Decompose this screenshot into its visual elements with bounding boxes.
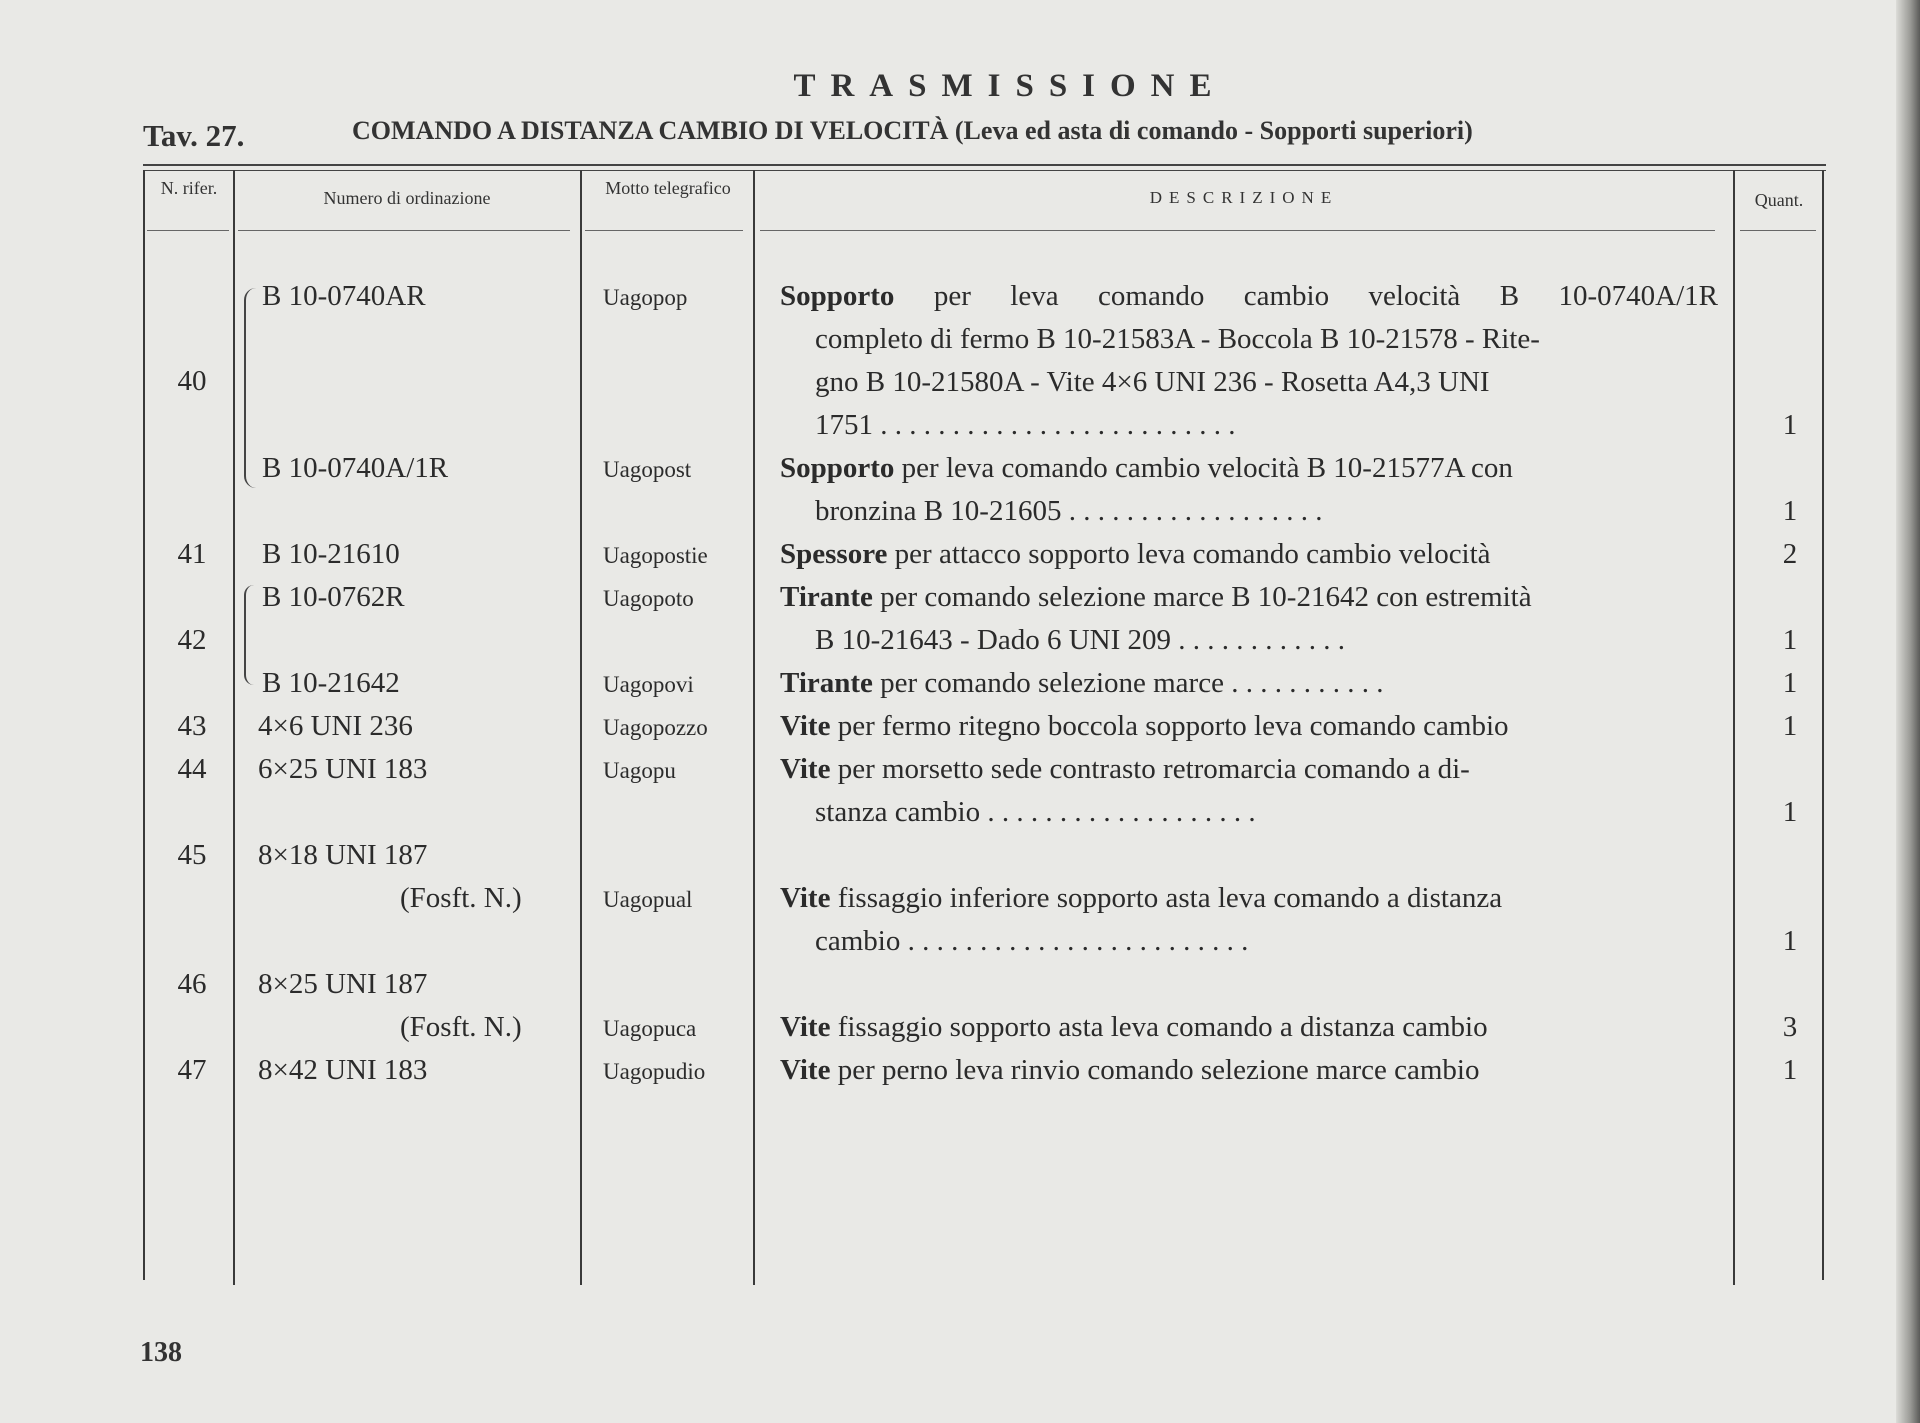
row-47-desc-bold: Vite <box>780 1054 831 1086</box>
row-44-desc-line1: per morsetto sede contrasto retromarcia comando a di- <box>837 753 1470 785</box>
row-42b-desc-line1: per comando selezione marce . . . . . . . . . . . <box>880 667 1384 699</box>
header-ref: N. rifer. <box>160 178 218 198</box>
row-47-description <box>780 1054 1718 1087</box>
row-42a-order: B 10-0762R <box>262 581 405 613</box>
row-42a-description <box>780 581 1718 614</box>
row-42b-description <box>780 667 1718 700</box>
row-40b-desc-bold: Sopporto <box>780 452 895 484</box>
row-42b-telegraph: Uagopovi <box>603 672 694 697</box>
row-44-desc-bold: Vite <box>780 753 831 785</box>
row-42a-telegraph: Uagopoto <box>603 586 694 611</box>
row-40a-desc-line1: per leva comando cambio velocità B 10-0740A/1R <box>933 280 1718 312</box>
header-underline-telegraph <box>585 230 743 231</box>
row-45-desc-line2: cambio . . . . . . . . . . . . . . . . . . . . . . . . <box>815 925 1249 957</box>
table-subtitle: COMANDO A DISTANZA CAMBIO DI VELOCITÀ (Leva ed asta di comando - Sopporti superiori) <box>352 116 1473 145</box>
row-42a-quantity: 1 <box>1782 624 1798 656</box>
row-43-order: 4×6 UNI 236 <box>258 710 413 742</box>
row-41-desc-bold: Spessore <box>780 538 888 570</box>
row-43-telegraph: Uagopozzo <box>603 715 708 740</box>
row-47-quantity: 1 <box>1782 1054 1798 1086</box>
page-number: 138 <box>140 1337 182 1368</box>
row-40a-desc-line3: gno B 10-21580A - Vite 4×6 UNI 236 - Rosetta A4,3 UNI <box>815 366 1490 398</box>
row-41-order: B 10-21610 <box>262 538 400 570</box>
row-43-desc-bold: Vite <box>780 710 831 742</box>
row-41-desc-line1: per attacco sopporto leva comando cambio velocità <box>894 538 1491 570</box>
row-46-desc-bold: Vite <box>780 1011 831 1043</box>
row-46-order: 8×25 UNI 187 <box>258 968 428 1000</box>
row-46-quantity: 3 <box>1782 1011 1798 1043</box>
header-rule-top <box>143 164 1826 166</box>
row-42a-desc-bold: Tirante <box>780 581 873 613</box>
row-43-quantity: 1 <box>1782 710 1798 742</box>
row-40b-description <box>780 452 1718 485</box>
row-47-order: 8×42 UNI 183 <box>258 1054 428 1086</box>
row-41-quantity: 2 <box>1782 538 1798 570</box>
row-44-quantity: 1 <box>1782 796 1798 828</box>
row-40a-quantity: 1 <box>1782 409 1798 441</box>
row-40-ref: 40 <box>177 365 207 397</box>
header-description: DESCRIZIONE <box>1149 188 1339 207</box>
row-41-description <box>780 538 1718 571</box>
row-46-telegraph: Uagopuca <box>603 1016 697 1041</box>
row-42a-desc-line2: B 10-21643 - Dado 6 UNI 209 . . . . . . . . . . . . <box>815 624 1346 656</box>
header-underline-order <box>238 230 570 231</box>
row-45-desc-bold: Vite <box>780 882 831 914</box>
row-46-description <box>780 1011 1718 1044</box>
row-41-telegraph: Uagopostie <box>603 543 708 568</box>
column-line-order <box>580 170 582 1285</box>
row-45-desc-line1: fissaggio inferiore sopporto asta leva comando a distanza <box>837 882 1503 914</box>
row-42b-desc-bold: Tirante <box>780 667 873 699</box>
row-40b-telegraph: Uagopost <box>603 457 692 482</box>
row-40a-desc-line2: completo di fermo B 10-21583A - Boccola B 10-21578 - Rite- <box>815 323 1540 355</box>
table-reference: Tav. 27. <box>143 118 245 153</box>
row-45-order: 8×18 UNI 187 <box>258 839 428 871</box>
column-line-left <box>143 170 145 1280</box>
row-45-ref: 45 <box>177 839 207 871</box>
page-edge <box>1896 0 1920 1423</box>
column-line-description <box>1733 170 1735 1285</box>
row-40a-description <box>780 280 1718 313</box>
row-44-order: 6×25 UNI 183 <box>258 753 428 785</box>
header-underline-ref <box>147 230 229 231</box>
row-45-telegraph: Uagopual <box>603 887 693 912</box>
column-line-telegraph <box>753 170 755 1285</box>
row-44-description <box>780 753 1718 786</box>
row-42a-desc-line1: per comando selezione marce B 10-21642 con estremità <box>880 581 1532 613</box>
row-44-telegraph: Uagopu <box>603 758 676 783</box>
header-telegraph: Motto telegrafico <box>605 178 731 198</box>
row-45-quantity: 1 <box>1782 925 1798 957</box>
row-43-description <box>780 710 1718 743</box>
row-42b-quantity: 1 <box>1782 667 1798 699</box>
group-brace-42 <box>244 585 258 685</box>
page-title: TRASMISSIONE <box>793 68 1227 104</box>
row-41-ref: 41 <box>177 538 207 570</box>
row-40b-order: B 10-0740A/1R <box>262 452 449 484</box>
row-40a-telegraph: Uagopop <box>603 285 688 310</box>
row-40a-desc-line4: 1751 . . . . . . . . . . . . . . . . . . . . . . . . . <box>815 409 1236 441</box>
header-quantity: Quant. <box>1754 190 1804 210</box>
row-40b-desc-line1: per leva comando cambio velocità B 10-21577A con <box>901 452 1513 484</box>
row-47-desc-line1: per perno leva rinvio comando selezione marce cambio <box>837 1054 1480 1086</box>
row-42b-order: B 10-21642 <box>262 667 400 699</box>
row-40b-quantity: 1 <box>1782 495 1798 527</box>
row-45-order-note: (Fosft. N.) <box>400 882 522 914</box>
column-line-ref <box>233 170 235 1285</box>
row-45-description <box>780 882 1718 915</box>
row-40b-desc-line2: bronzina B 10-21605 . . . . . . . . . . . . . . . . . . <box>815 495 1323 527</box>
row-47-ref: 47 <box>177 1054 207 1086</box>
row-40a-order: B 10-0740AR <box>262 280 426 312</box>
row-44-ref: 44 <box>177 753 207 785</box>
row-47-telegraph: Uagopudio <box>603 1059 706 1084</box>
header-rule-second <box>143 170 1826 171</box>
row-46-order-note: (Fosft. N.) <box>400 1011 522 1043</box>
header-underline-quantity <box>1740 230 1816 231</box>
column-line-right <box>1822 170 1824 1280</box>
row-46-desc-line1: fissaggio sopporto asta leva comando a distanza cambio <box>837 1011 1488 1043</box>
row-43-ref: 43 <box>177 710 207 742</box>
row-46-ref: 46 <box>177 968 207 1000</box>
header-underline-description <box>760 230 1715 231</box>
row-40a-desc-bold: Sopporto <box>780 280 895 312</box>
row-44-desc-line2: stanza cambio . . . . . . . . . . . . . . . . . . . <box>815 796 1256 828</box>
header-order: Numero di ordinazione <box>323 188 491 208</box>
row-42-ref: 42 <box>177 624 207 656</box>
row-43-desc-line1: per fermo ritegno boccola sopporto leva comando cambio <box>837 710 1509 742</box>
group-brace-40 <box>244 288 258 488</box>
